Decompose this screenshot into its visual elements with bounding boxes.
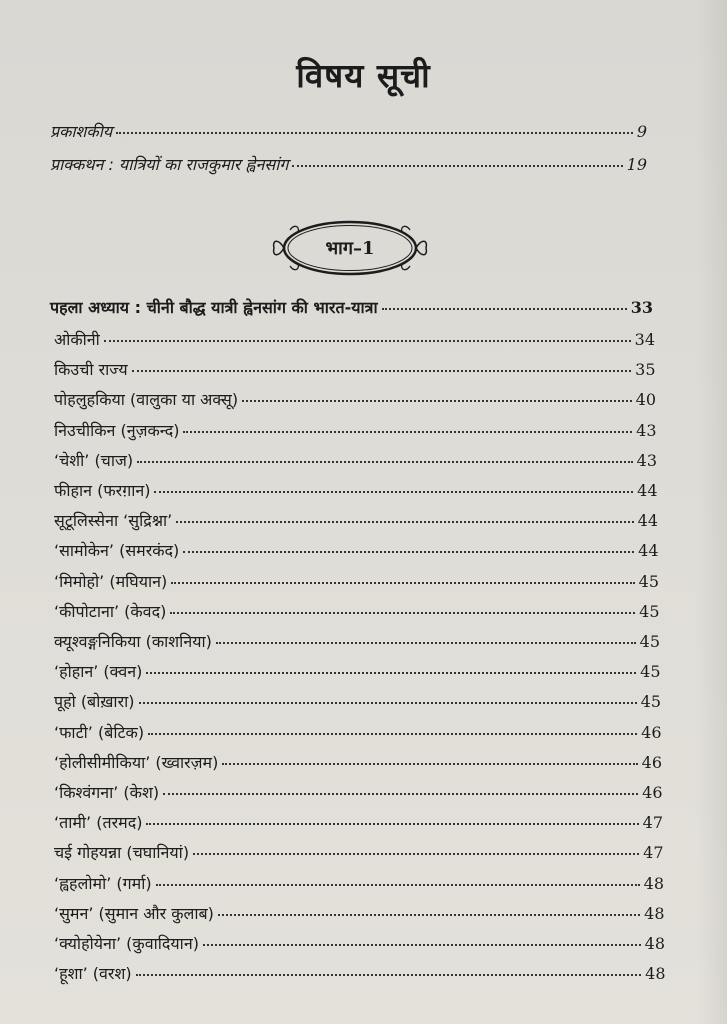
dot-leader: [154, 491, 633, 493]
toc-page-number: 44: [637, 511, 658, 531]
dot-leader: [292, 165, 622, 167]
toc-page-number: 47: [643, 843, 664, 863]
toc-page-number: 45: [640, 692, 661, 712]
toc-page-number: 46: [641, 722, 662, 742]
toc-page-number: 40: [635, 390, 656, 410]
toc-page-number: 43: [636, 450, 657, 470]
toc-label: ‘तामी’ (तरमद): [54, 813, 143, 833]
toc-label: सूटूलिस्सेना ‘सुद्रिश्ना’: [54, 511, 173, 531]
toc-label: ‘मिमोहो’ (मघियान): [54, 571, 168, 591]
dot-leader: [137, 461, 633, 463]
toc-row: [54, 751, 662, 773]
dot-leader: [176, 521, 633, 523]
dot-leader: [170, 612, 635, 614]
toc-page-number: 46: [642, 783, 663, 802]
toc-label: पूहो (बोख़ारा): [54, 692, 135, 712]
toc-row: [54, 328, 655, 350]
toc-page-number: 34: [634, 330, 655, 349]
toc-row-front-1: [50, 120, 647, 142]
toc-row: [54, 660, 661, 682]
toc-row: [54, 600, 660, 622]
toc-page-number: 46: [641, 752, 662, 772]
part-label: भाग–1: [325, 238, 375, 259]
toc-label: ‘सुमन’ (सुमान और कुलाब): [54, 903, 214, 923]
toc-row: [54, 388, 656, 410]
toc-page-number: 35: [635, 360, 656, 380]
dot-leader: [242, 400, 632, 402]
toc-page-number: 33: [630, 298, 653, 317]
toc-row: [54, 781, 663, 803]
dot-leader: [136, 974, 642, 976]
toc-page-number: 45: [639, 601, 660, 621]
toc-label: निउचीकिन (नुज़कन्द): [54, 420, 180, 440]
toc-label: ‘हूशा’ (वरश): [54, 964, 132, 984]
dot-leader: [171, 582, 634, 584]
dot-leader: [183, 431, 632, 433]
toc-row: [54, 872, 664, 894]
toc-page-number: 47: [642, 813, 663, 833]
toc-row: [54, 419, 657, 441]
toc-page-number: 45: [639, 632, 660, 651]
dot-leader: [218, 914, 640, 916]
dot-leader: [146, 672, 636, 674]
toc-label: चई गोहयन्ना (चघानियां): [54, 843, 190, 863]
toc-row: [54, 962, 666, 984]
toc-row: [54, 841, 664, 863]
toc-label: ओकीनी: [54, 330, 100, 349]
part-heading-frame: [270, 216, 430, 280]
toc-row: [54, 932, 665, 954]
toc-row-chapter: [50, 296, 653, 318]
toc-page-number: 48: [643, 873, 664, 893]
dot-leader: [382, 308, 627, 310]
dot-leader: [104, 340, 631, 342]
toc-page-number: 45: [638, 571, 659, 591]
dot-leader: [222, 763, 637, 765]
toc-row: [54, 721, 662, 743]
dot-leader: [163, 793, 638, 795]
toc-page-number: 19: [626, 155, 647, 174]
toc-label: ‘होहान’ (क्वन): [54, 662, 143, 682]
toc-label: पोहलुहकिया (वालुका या अक्सू): [54, 390, 239, 410]
dot-leader: [183, 551, 634, 553]
toc-label: ‘किश्वंगना’ (केश): [54, 783, 160, 802]
toc-page-number: 43: [636, 420, 657, 440]
toc-row: [54, 690, 661, 712]
toc-label: किउची राज्य: [54, 360, 128, 380]
toc-page-number: 44: [638, 541, 659, 561]
toc-label: ‘क्योहोयेना’ (कुवादियान): [54, 934, 199, 953]
toc-page-number: 48: [644, 934, 665, 953]
page-title: विषय सूची: [296, 56, 431, 95]
toc-label: पहला अध्याय : चीनी बौद्ध यात्री ह्वेनसांग की भारत-यात्रा: [50, 298, 378, 317]
dot-leader: [116, 132, 633, 134]
toc-label: ‘फाटी’ (बेटिक): [54, 722, 145, 742]
toc-row: [54, 902, 665, 924]
toc-row: [54, 449, 657, 471]
toc-row: [54, 811, 663, 833]
toc-page-number: 45: [640, 662, 661, 682]
toc-label: ‘ह्वहलोमो’ (गर्मा): [54, 873, 152, 893]
toc-page-number: 48: [644, 903, 665, 923]
toc-row: [54, 630, 660, 652]
dot-leader: [216, 642, 636, 644]
toc-label: ‘सामोकेन’ (समरकंद): [54, 541, 180, 561]
toc-label: फीहान (फरग़ान): [54, 481, 151, 500]
toc-label: प्रकाशकीय: [50, 122, 113, 141]
dot-leader: [148, 733, 637, 735]
dot-leader: [156, 884, 640, 886]
dot-leader: [193, 853, 639, 855]
toc-row: [54, 358, 656, 380]
toc-row: [54, 509, 658, 531]
toc-page-number: 44: [637, 481, 658, 500]
toc-page-number: 48: [645, 964, 666, 984]
toc-label: ‘होलीसीमीकिया’ (ख्वारज़म): [54, 752, 219, 772]
dot-leader: [139, 702, 637, 704]
page-shadow: [697, 0, 727, 1024]
toc-row: [54, 539, 659, 561]
toc-page-number: 9: [636, 122, 647, 141]
dot-leader: [203, 944, 641, 946]
toc-row: [54, 479, 658, 501]
dot-leader: [132, 370, 631, 372]
toc-label: क्यूश्वङ्गनिकिया (काशनिया): [54, 632, 212, 651]
dot-leader: [146, 823, 638, 825]
toc-label: प्राक्कथन : यात्रियों का राजकुमार ह्वेनसांग: [50, 155, 289, 174]
toc-row: [54, 570, 659, 592]
toc-label: ‘चेशी’ (चाज): [54, 450, 134, 470]
toc-label: ‘कीपोटाना’ (केवद): [54, 601, 167, 621]
toc-row-front-2: [50, 153, 647, 175]
